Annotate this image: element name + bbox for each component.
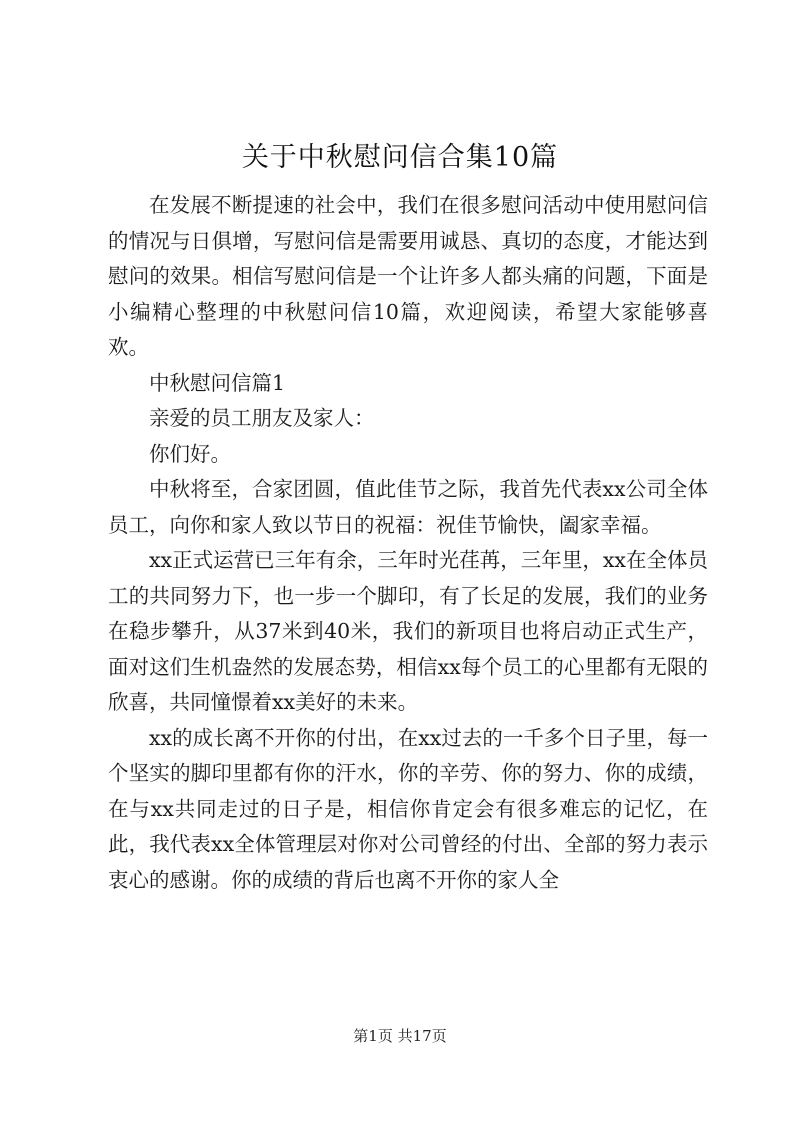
document-body [108, 188, 708, 898]
intro-paragraph: 在发展不断提速的社会中，我们在很多慰问活动中使用慰问信的情况与日俱增，写慰问信是需要用诚恳、真切的态度，才能达到慰问的效果。相信写慰问信是一个让许多人都头痛的问题，下面是小编精心整理的中秋慰问信10篇，欢迎阅读，希望大家能够喜欢。 [108, 193, 708, 359]
body-paragraph: xx的成长离不开你的付出，在xx过去的一千多个日子里，每一个坚实的脚印里都有你的汗水，你的辛劳、你的努力、你的成绩，在与xx共同走过的日子是，相信你肯定会有很多难忘的记忆，在此，我代表xx全体管理层对你对公司曾经的付出、全部的努力表示衷心的感谢。你的成绩的背后也离不开你的家人全 [108, 725, 708, 892]
document-title: 关于中秋慰问信合集10篇 [241, 142, 559, 173]
body-paragraph: xx正式运营已三年有余，三年时光荏苒，三年里，xx在全体员工的共同努力下，也一步一个脚印，有了长足的发展，我们的业务在稳步攀升，从37米到40米，我们的新项目也将启动正式生产，面对这们生机盎然的发展态势，相信xx每个员工的心里都有无限的欣喜，共同憧憬着xx美好的未来。 [108, 548, 708, 714]
section-heading: 中秋慰问信篇1 [149, 370, 286, 395]
body-paragraph: 中秋将至，合家团圆，值此佳节之际，我首先代表xx公司全体员工，向你和家人致以节日的祝福：祝佳节愉快，阖家幸福。 [108, 477, 708, 537]
salutation: 亲爱的员工朋友及家人： [149, 406, 375, 430]
page-footer: 第1页 共17页 [353, 1027, 447, 1045]
greeting: 你们好。 [149, 441, 231, 466]
